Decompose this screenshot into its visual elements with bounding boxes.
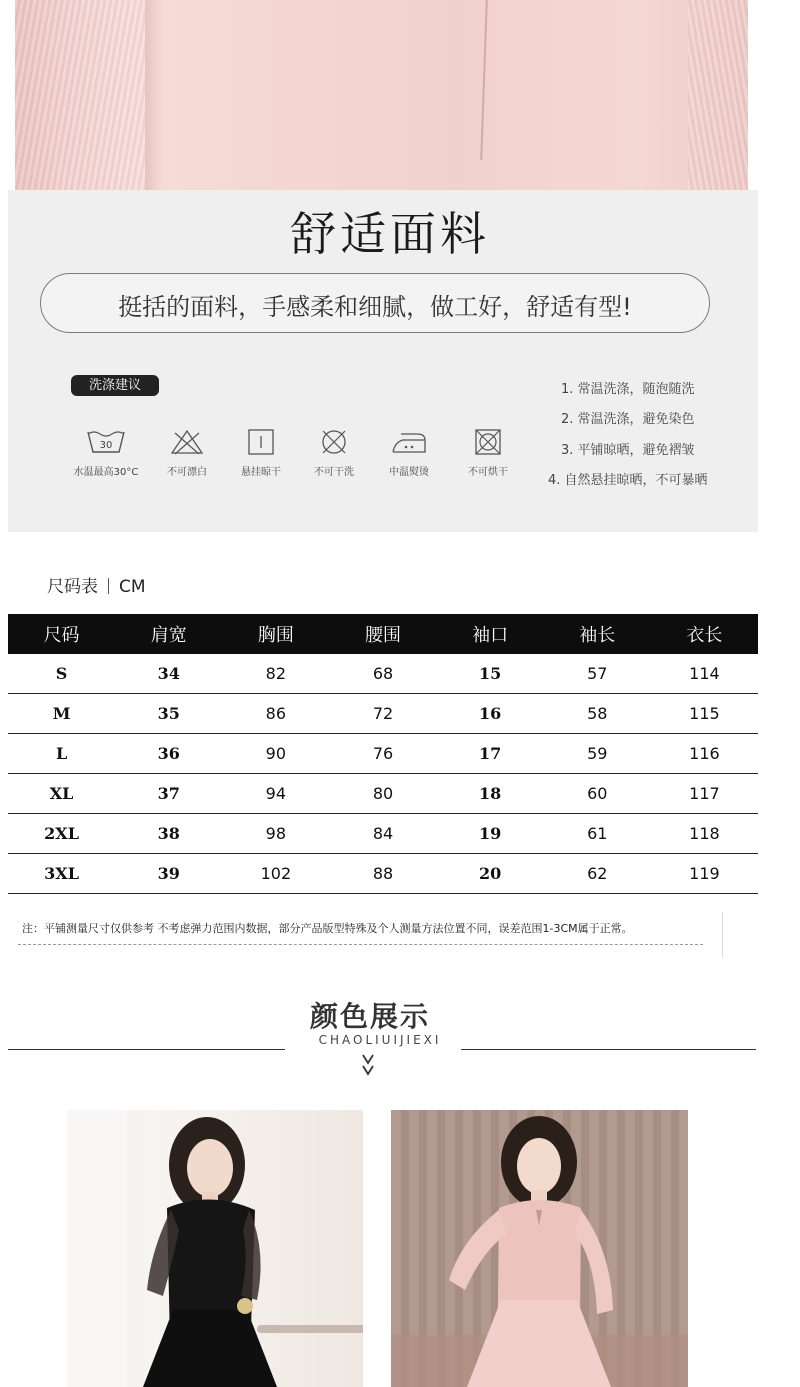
title-divider-right <box>461 1049 756 1050</box>
sleeve-cell: 58 <box>544 694 651 734</box>
title-divider-left <box>8 1049 285 1050</box>
cuff-cell: 17 <box>437 734 544 774</box>
sleeve-cell: 57 <box>544 654 651 694</box>
bust-cell: 90 <box>222 734 329 774</box>
header-shoulder: 肩宽 <box>115 614 222 654</box>
waist-cell: 76 <box>329 734 436 774</box>
waist-cell: 88 <box>329 854 436 894</box>
svg-text:30: 30 <box>99 440 113 451</box>
length-cell: 115 <box>651 694 758 734</box>
table-row <box>8 774 758 814</box>
note-divider <box>18 944 703 945</box>
care-item-tumble <box>448 428 528 478</box>
header-length: 衣长 <box>651 614 758 654</box>
shoulder-cell: 34 <box>115 654 222 694</box>
no-bleach-icon <box>169 428 205 456</box>
table-row <box>8 814 758 854</box>
sleeve-cell: 62 <box>544 854 651 894</box>
note-edge-line <box>722 912 723 958</box>
cuff-cell: 19 <box>437 814 544 854</box>
waist-cell: 72 <box>329 694 436 734</box>
size-chart-title <box>47 572 146 597</box>
care-label: 中温熨烫 <box>389 467 429 478</box>
shoulder-cell: 35 <box>115 694 222 734</box>
shoulder-cell: 39 <box>115 854 222 894</box>
waist-cell: 84 <box>329 814 436 854</box>
size-chart-unit: CM <box>119 577 146 597</box>
table-row <box>8 694 758 734</box>
cuff-cell: 15 <box>437 654 544 694</box>
size-cell: L <box>8 734 115 774</box>
length-cell: 119 <box>651 854 758 894</box>
length-cell: 118 <box>651 814 758 854</box>
header-sleeve-length: 袖长 <box>544 614 651 654</box>
table-row <box>8 654 758 694</box>
care-item-iron <box>369 428 449 478</box>
size-cell: M <box>8 694 115 734</box>
chevron-down-icon <box>360 1053 376 1083</box>
color-display-subtitle: CHAOLIUIJIEXI <box>318 1033 442 1047</box>
wash-30-icon <box>86 428 126 456</box>
care-item-hang <box>221 428 301 478</box>
length-cell: 116 <box>651 734 758 774</box>
size-table-header <box>8 614 758 654</box>
fabric-title: 舒适面料 <box>290 207 490 261</box>
care-label: 不可烘干 <box>468 467 508 478</box>
care-label: 水温最高30°C <box>73 467 139 478</box>
care-item-bleach <box>147 428 227 478</box>
bust-cell: 94 <box>222 774 329 814</box>
shoulder-cell: 37 <box>115 774 222 814</box>
cuff-cell: 18 <box>437 774 544 814</box>
waist-cell: 68 <box>329 654 436 694</box>
header-waist: 腰围 <box>329 614 436 654</box>
washing-advice-badge: 洗涤建议 <box>71 375 159 396</box>
cuff-cell: 16 <box>437 694 544 734</box>
size-cell: XL <box>8 774 115 814</box>
care-label: 不可漂白 <box>167 467 207 478</box>
pink-dress-photo <box>391 1110 688 1387</box>
table-row <box>8 854 758 894</box>
no-tumble-dry-icon <box>472 428 504 456</box>
size-cell: 3XL <box>8 854 115 894</box>
bust-cell: 82 <box>222 654 329 694</box>
size-table <box>8 614 758 894</box>
size-cell: S <box>8 654 115 694</box>
washing-tip: 1. 常温洗涤，随泡随洗 <box>561 382 695 397</box>
care-label: 不可干洗 <box>314 467 354 478</box>
size-chart-label: 尺码表 <box>47 577 98 597</box>
hang-dry-icon <box>246 428 276 456</box>
washing-tip: 2. 常温洗涤，避免染色 <box>561 412 695 427</box>
sleeve-cell: 60 <box>544 774 651 814</box>
length-cell: 114 <box>651 654 758 694</box>
black-dress-photo <box>67 1110 363 1387</box>
header-bust: 胸围 <box>222 614 329 654</box>
bust-cell: 98 <box>222 814 329 854</box>
iron-medium-icon <box>389 428 429 456</box>
care-item-dryclean <box>294 428 374 478</box>
shoulder-cell: 36 <box>115 734 222 774</box>
sleeve-cell: 59 <box>544 734 651 774</box>
washing-tip: 3. 平铺晾晒，避免褶皱 <box>561 443 695 458</box>
care-item-wash <box>66 428 146 478</box>
care-label: 悬挂晾干 <box>241 467 281 478</box>
shoulder-cell: 38 <box>115 814 222 854</box>
no-dry-clean-icon <box>318 428 350 456</box>
cuff-cell: 20 <box>437 854 544 894</box>
fabric-description: 挺括的面料，手感柔和细腻，做工好，舒适有型! <box>118 293 632 321</box>
header-cuff: 袖口 <box>437 614 544 654</box>
washing-tip: 4. 自然悬挂晾晒，不可暴晒 <box>548 473 708 488</box>
size-cell: 2XL <box>8 814 115 854</box>
table-row <box>8 734 758 774</box>
length-cell: 117 <box>651 774 758 814</box>
header-size: 尺码 <box>8 614 115 654</box>
waist-cell: 80 <box>329 774 436 814</box>
bust-cell: 102 <box>222 854 329 894</box>
color-display-title: 颜色展示 <box>309 1000 430 1033</box>
bust-cell: 86 <box>222 694 329 734</box>
fabric-closeup-photo <box>15 0 748 190</box>
sleeve-cell: 61 <box>544 814 651 854</box>
size-note: 注：平铺测量尺寸仅供参考 不考虑弹力范围内数据，部分产品版型特殊及个人测量方法位置不同，误差范围1-3CM属于正常。 <box>22 922 633 935</box>
